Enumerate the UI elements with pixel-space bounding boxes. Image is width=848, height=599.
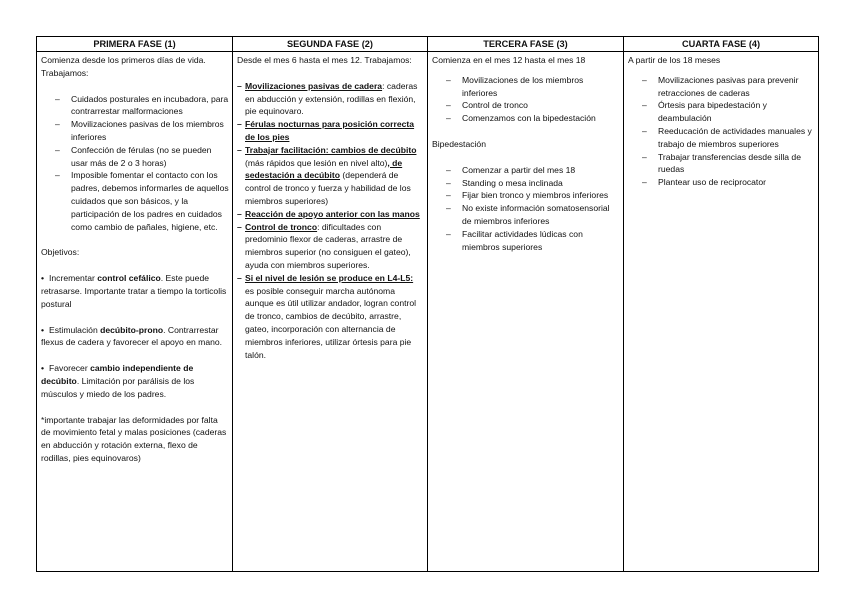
list-item: – Comenzamos con la bipedestación — [446, 112, 620, 125]
list-item: – Control de tronco: dificultades con predominio flexor de caderas, arrastre de miembros superior (no consiguen el gateo), ayuda con miembros superiores. — [237, 221, 424, 272]
list-item: – Fijar bien tronco y miembros inferiores — [446, 189, 620, 202]
phase-4-intro: A partir de los 18 meses — [628, 55, 721, 65]
list-item: – Comenzar a partir del mes 18 — [446, 164, 620, 177]
list-item: – Control de tronco — [446, 99, 620, 112]
bullet-icon: • — [41, 363, 45, 374]
phases-table — [36, 36, 819, 572]
phase-1-list — [41, 93, 229, 234]
phase-3-subtitle: Bipedestación — [432, 138, 486, 149]
list-item: – Órtesis para bipedestación y deambulación — [642, 99, 815, 125]
list-item: – Cuidados posturales en incubadora, para contrarrestar malformaciones — [55, 93, 229, 119]
header-phase-2: SEGUNDA FASE (2) — [233, 37, 428, 52]
objective-item: • Favorecer cambio independiente de decúbito. Limitación por parálisis de los músculos y miedo de los padres. — [41, 363, 195, 399]
content-row — [37, 52, 819, 572]
header-phase-4: CUARTA FASE (4) — [624, 37, 819, 52]
bullet-icon: • — [41, 273, 45, 284]
list-item: – Facilitar actividades lúdicas con miembros superiores — [446, 228, 620, 254]
list-item: – Standing o mesa inclinada — [446, 177, 620, 190]
phase-1-note: *importante trabajar las deformidades por falta de movimiento fetal y malas posiciones (caderas en abducción y rotación externa, flexo de rodillas, pies equinovaros) — [41, 414, 227, 463]
list-item: – No existe información somatosensorial de miembros inferiores — [446, 202, 620, 228]
phase-3-cell — [428, 52, 624, 572]
list-item: – Si el nivel de lesión se produce en L4-L5: es posible conseguir marcha autónoma aunque es útil utilizar andador, logran control de tronco, cambios de decúbito, arrastre, gateo, incorporación con alternancia de miembros inferiores, utilizar órtesis para pie talón. — [237, 272, 424, 362]
phase-3-intro: Comienza en el mes 12 hasta el mes 18 — [432, 55, 586, 65]
header-row — [37, 37, 819, 52]
phase-1-cell — [37, 52, 233, 572]
phase-1-intro: Comienza desde los primeros días de vida. Trabajamos: — [41, 55, 206, 78]
list-item: – Férulas nocturnas para posición correcta de los pies — [237, 118, 424, 144]
phase-4-cell — [624, 52, 819, 572]
objective-item: • Estimulación decúbito-prono. Contrarrestar flexus de cadera y favorecer el apoyo en mano. — [41, 324, 223, 348]
phase-3-list — [432, 74, 620, 125]
phase-2-list — [237, 80, 424, 362]
list-item: – Imposible fomentar el contacto con los padres, debemos informarles de aquellos cuidados que son básicos, y la participación de los padres en cuidados como cambio de pañales, higiene, etc. — [55, 169, 229, 233]
list-item: – Plantear uso de reciprocator — [642, 176, 815, 189]
list-item: – Movilizaciones pasivas para prevenir retracciones de caderas — [642, 74, 815, 100]
list-item: – Movilizaciones pasivas de los miembros inferiores — [55, 118, 229, 144]
list-item: – Movilizaciones pasivas de cadera: caderas en abducción y extensión, rodillas en flexión, pie equinovaro. — [237, 80, 424, 118]
header-phase-1: PRIMERA FASE (1) — [37, 37, 233, 52]
objective-item: • Incrementar control cefálico. Este puede retrasarse. Importante tratar a tiempo la torticolis postural — [41, 273, 227, 309]
phase-4-list — [628, 74, 815, 189]
header-phase-3: TERCERA FASE (3) — [428, 37, 624, 52]
objectives-title: Objetivos: — [41, 247, 80, 258]
list-item: – Trabajar facilitación: cambios de decúbito (más rápidos que lesión en nivel alto), de sedestación a decúbito (dependerá de control de tronco y fuerza y habilidad de los miembros superiores) — [237, 144, 424, 208]
list-item: – Trabajar transferencias desde silla de ruedas — [642, 151, 815, 177]
list-item: – Reacción de apoyo anterior con las manos — [237, 208, 424, 221]
phase-2-intro: Desde el mes 6 hasta el mes 12. Trabajamos: — [237, 55, 412, 65]
list-item: – Confección de férulas (no se pueden usar más de 2 o 3 horas) — [55, 144, 229, 170]
list-item: – Reeducación de actividades manuales y trabajo de miembros superiores — [642, 125, 815, 151]
phase-2-cell — [233, 52, 428, 572]
phase-3-list-2 — [432, 164, 620, 254]
bullet-icon: • — [41, 324, 45, 335]
list-item: – Movilizaciones de los miembros inferiores — [446, 74, 620, 100]
